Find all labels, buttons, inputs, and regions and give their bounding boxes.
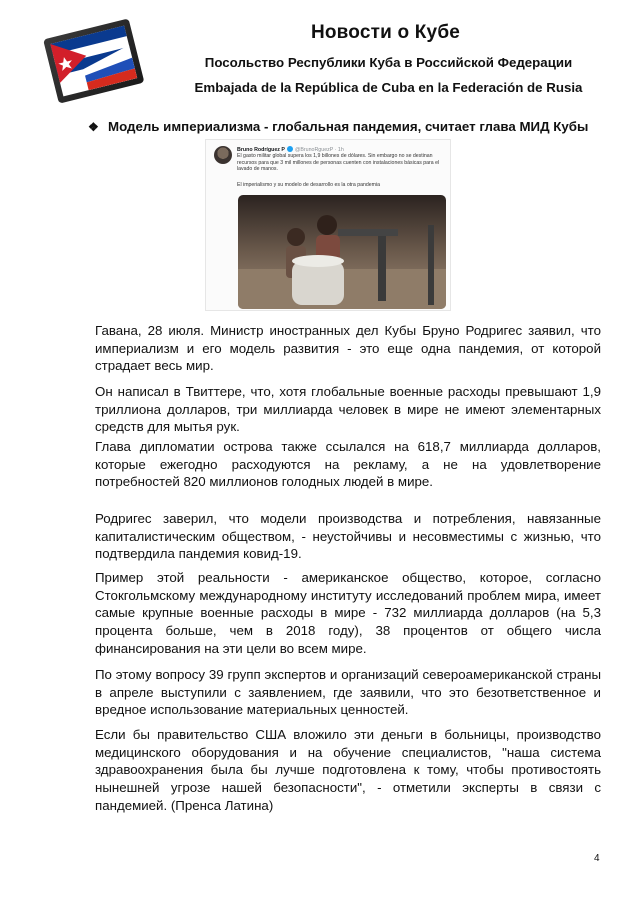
- diamond-bullet-icon: ❖: [88, 120, 99, 134]
- page-number: 4: [594, 853, 600, 864]
- headline-text: Модель империализма - глобальная пандемия, считает глава МИД Кубы: [108, 119, 589, 134]
- paragraph-7: Если бы правительство США вложило эти деньги в больницы, производство медицинского оборудования и на обучение специалистов, "наша система здравоохранения была бы лучше подготовлена к тому, чтобы противостоять нынешней угрозе нашей безопасности", - отметили эксперты в связи с пандемией. (Пренса Латина): [95, 727, 601, 813]
- paragraph-1: Гавана, 28 июля. Министр иностранных дел Кубы Бруно Родригес заявил, что империализм и его модель развития - это еще одна пандемия, от которой страдает весь мир.: [95, 323, 601, 374]
- embassy-name-es: Embajada de la República de Cuba en la Federación de Rusia: [194, 80, 583, 95]
- article-headline: [88, 119, 588, 134]
- paragraph-5: Пример этой реальности - американское общество, которое, согласно Стокгольмскому международному институту исследований проблем мира, имеет самые крупные военные расходы в мире - 732 миллиарда долларов (на 5,3 процента больше, чем в 2018 году), 38 процентов от общего числа финансирования на эти цели во всем мире.: [95, 570, 601, 656]
- tweet-handle: @BrunoRguezP · 1h: [294, 147, 344, 153]
- paragraph-3: Глава дипломатии острова также ссылался на 618,7 миллиарда долларов, которые ежегодно расходуются на рекламу, а не на удовлетворение потребностей 820 миллионов голодных людей в мире.: [95, 439, 601, 490]
- verified-badge-icon: [287, 146, 293, 152]
- tweet-text-2: El imperialismo y su modelo de desarrollo es la otra pandemia: [237, 182, 381, 188]
- tweet-header: [237, 146, 344, 153]
- tweet-avatar: [214, 146, 232, 164]
- tweet-text: El gasto militar global supera los 1,9 billones de dólares. Sin embargo no se destinan recursos para que 3 mil millones de personas cuenten con instalaciones básicas para el lavado de manos.: [237, 153, 440, 173]
- embassy-name-ru: Посольство Республики Куба в Российской Федерации: [204, 55, 573, 70]
- children-water-pipe-photo: [238, 195, 446, 309]
- paragraph-2: Он написал в Твиттере, что, хотя глобальные военные расходы превышают 1,9 триллиона долларов, три миллиарда человек в мире не имеют элементарных средств для мытья рук.: [95, 384, 601, 435]
- tweet-author: Bruno Rodríguez P: [237, 147, 285, 153]
- paragraph-6: По этому вопросу 39 групп экспертов и организаций североамериканской страны в апреле выступили с заявлением, где заявили, что это безответственное и вредное использование материальных ценностей.: [95, 667, 601, 718]
- newsletter-title: Новости о Кубе: [310, 22, 461, 43]
- flags-logo: [42, 14, 146, 110]
- tweet-image: [205, 139, 451, 311]
- paragraph-4: Родригес заверил, что модели производства и потребления, навязанные капиталистическим обществом, - неустойчивы и несовместимы с жизнью, что подтвердила пандемия ковид-19.: [95, 511, 601, 562]
